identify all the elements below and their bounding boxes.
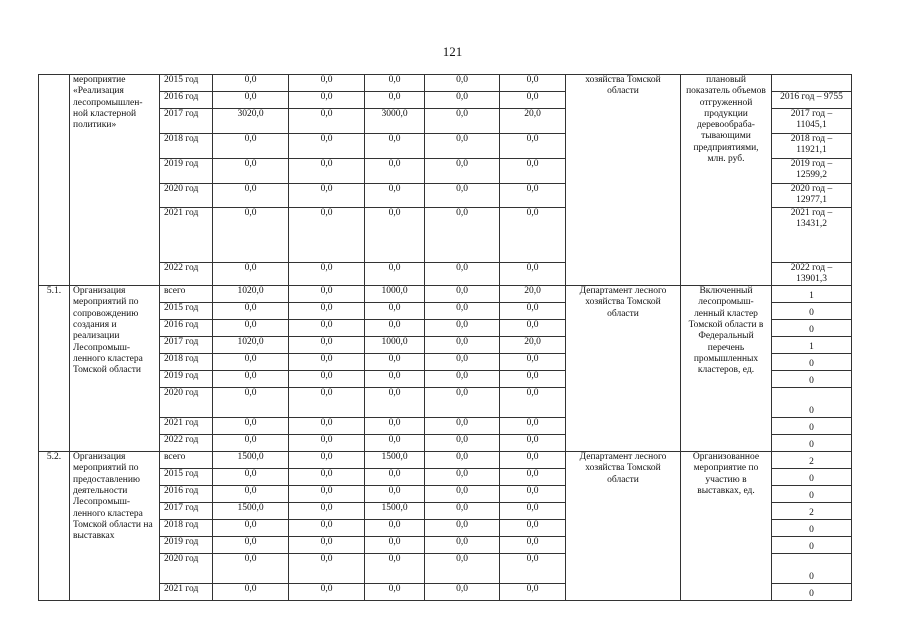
value-regional: 1000,0	[365, 337, 425, 354]
value-other: 0,0	[500, 503, 566, 520]
value-other: 0,0	[500, 354, 566, 371]
indicator-value: 2021 год – 13431,2	[772, 207, 852, 262]
value-total: 0,0	[213, 184, 289, 208]
value-local: 0,0	[425, 418, 500, 435]
value-local: 0,0	[425, 337, 500, 354]
value-local: 0,0	[425, 303, 500, 320]
value-federal: 0,0	[289, 134, 365, 159]
year-cell: 2021 год	[160, 584, 213, 601]
indicator-value: 0	[772, 537, 852, 554]
year-cell: 2017 год	[160, 337, 213, 354]
value-regional: 0,0	[365, 469, 425, 486]
indicator-value: 2022 год – 13901,3	[772, 262, 852, 286]
value-regional: 0,0	[365, 435, 425, 452]
indicator-value: 0	[772, 371, 852, 388]
value-federal: 0,0	[289, 75, 365, 92]
indicator-value: 2	[772, 452, 852, 469]
value-other: 0,0	[500, 262, 566, 286]
value-other: 0,0	[500, 452, 566, 469]
value-other: 0,0	[500, 388, 566, 418]
value-federal: 0,0	[289, 503, 365, 520]
value-total: 0,0	[213, 469, 289, 486]
value-federal: 0,0	[289, 418, 365, 435]
value-federal: 0,0	[289, 388, 365, 418]
value-other: 0,0	[500, 92, 566, 109]
indicator-value: 0	[772, 554, 852, 584]
value-federal: 0,0	[289, 303, 365, 320]
value-federal: 0,0	[289, 92, 365, 109]
value-regional: 0,0	[365, 388, 425, 418]
value-total: 0,0	[213, 435, 289, 452]
value-federal: 0,0	[289, 207, 365, 262]
program-table	[38, 74, 852, 601]
value-other: 20,0	[500, 286, 566, 303]
year-cell: 2021 год	[160, 418, 213, 435]
value-total: 1020,0	[213, 286, 289, 303]
value-total: 0,0	[213, 537, 289, 554]
value-local: 0,0	[425, 452, 500, 469]
year-cell: 2017 год	[160, 109, 213, 134]
year-cell: 2019 год	[160, 159, 213, 184]
value-total: 0,0	[213, 554, 289, 584]
value-total: 0,0	[213, 207, 289, 262]
value-other: 0,0	[500, 320, 566, 337]
value-federal: 0,0	[289, 554, 365, 584]
value-total: 0,0	[213, 418, 289, 435]
value-other: 0,0	[500, 159, 566, 184]
value-local: 0,0	[425, 286, 500, 303]
value-regional: 0,0	[365, 371, 425, 388]
value-other: 0,0	[500, 75, 566, 92]
table-body	[39, 75, 852, 601]
year-cell: 2022 год	[160, 262, 213, 286]
year-cell: 2016 год	[160, 92, 213, 109]
row-number	[39, 75, 70, 286]
value-other: 0,0	[500, 134, 566, 159]
value-other: 0,0	[500, 418, 566, 435]
value-local: 0,0	[425, 554, 500, 584]
year-cell: 2022 год	[160, 435, 213, 452]
value-total: 0,0	[213, 584, 289, 601]
row-number: 5.2.	[39, 452, 70, 601]
executor: Департамент лесного хозяйства Томской области	[566, 286, 681, 452]
indicator-name: Включенный лесопромыш-ленный кластер Томской области в Федеральный перечень промышленных кластеров, ед.	[681, 286, 772, 452]
activity-name: Организация мероприятий по сопровождению создания и реализации Лесопромыш-ленного кластера Томской области	[70, 286, 160, 452]
value-local: 0,0	[425, 537, 500, 554]
indicator-value: 1	[772, 286, 852, 303]
year-cell: 2018 год	[160, 520, 213, 537]
value-federal: 0,0	[289, 337, 365, 354]
indicator-value: 2018 год – 11921,1	[772, 134, 852, 159]
value-regional: 0,0	[365, 207, 425, 262]
value-other: 0,0	[500, 520, 566, 537]
value-federal: 0,0	[289, 320, 365, 337]
value-total: 0,0	[213, 388, 289, 418]
value-regional: 0,0	[365, 303, 425, 320]
indicator-value: 0	[772, 354, 852, 371]
year-cell: всего	[160, 452, 213, 469]
indicator-value	[772, 75, 852, 92]
activity-name: мероприятие «Реализация лесопромышлен-ной кластерной политики»	[70, 75, 160, 286]
indicator-value: 0	[772, 388, 852, 418]
value-total: 1020,0	[213, 337, 289, 354]
value-regional: 0,0	[365, 134, 425, 159]
year-cell: 2018 год	[160, 354, 213, 371]
year-cell: 2015 год	[160, 469, 213, 486]
value-federal: 0,0	[289, 184, 365, 208]
executor: Департамент лесного хозяйства Томской области	[566, 452, 681, 601]
value-local: 0,0	[425, 109, 500, 134]
value-federal: 0,0	[289, 371, 365, 388]
year-cell: 2021 год	[160, 207, 213, 262]
value-total: 0,0	[213, 354, 289, 371]
row-number: 5.1.	[39, 286, 70, 452]
value-local: 0,0	[425, 354, 500, 371]
value-regional: 0,0	[365, 554, 425, 584]
year-cell: 2018 год	[160, 134, 213, 159]
value-local: 0,0	[425, 584, 500, 601]
indicator-value: 2017 год – 11045,1	[772, 109, 852, 134]
value-regional: 0,0	[365, 262, 425, 286]
value-regional: 0,0	[365, 584, 425, 601]
value-local: 0,0	[425, 503, 500, 520]
year-cell: 2020 год	[160, 184, 213, 208]
value-regional: 0,0	[365, 92, 425, 109]
value-regional: 0,0	[365, 75, 425, 92]
value-regional: 0,0	[365, 520, 425, 537]
value-federal: 0,0	[289, 584, 365, 601]
indicator-value: 0	[772, 320, 852, 337]
indicator-value: 2020 год – 12977,1	[772, 184, 852, 208]
year-cell: 2020 год	[160, 388, 213, 418]
value-total: 1500,0	[213, 452, 289, 469]
value-federal: 0,0	[289, 452, 365, 469]
indicator-value: 0	[772, 418, 852, 435]
year-cell: 2020 год	[160, 554, 213, 584]
value-total: 0,0	[213, 92, 289, 109]
value-other: 0,0	[500, 371, 566, 388]
value-local: 0,0	[425, 92, 500, 109]
value-local: 0,0	[425, 75, 500, 92]
value-local: 0,0	[425, 184, 500, 208]
value-other: 0,0	[500, 435, 566, 452]
indicator-value: 0	[772, 469, 852, 486]
indicator-value: 1	[772, 337, 852, 354]
value-other: 0,0	[500, 184, 566, 208]
value-total: 0,0	[213, 303, 289, 320]
value-regional: 0,0	[365, 486, 425, 503]
value-other: 0,0	[500, 486, 566, 503]
value-total: 3020,0	[213, 109, 289, 134]
indicator-value: 2	[772, 503, 852, 520]
value-federal: 0,0	[289, 435, 365, 452]
value-federal: 0,0	[289, 486, 365, 503]
value-local: 0,0	[425, 134, 500, 159]
value-other: 0,0	[500, 303, 566, 320]
indicator-name: плановый показатель объемов отгруженной продукции деревообраба-тывающими предприятиями, млн. руб.	[681, 75, 772, 286]
year-cell: 2015 год	[160, 303, 213, 320]
value-regional: 3000,0	[365, 109, 425, 134]
value-federal: 0,0	[289, 109, 365, 134]
indicator-value: 2016 год – 9755	[772, 92, 852, 109]
value-local: 0,0	[425, 320, 500, 337]
value-other: 0,0	[500, 537, 566, 554]
year-cell: 2019 год	[160, 371, 213, 388]
value-regional: 0,0	[365, 320, 425, 337]
value-total: 0,0	[213, 520, 289, 537]
value-regional: 0,0	[365, 537, 425, 554]
value-total: 1500,0	[213, 503, 289, 520]
value-local: 0,0	[425, 262, 500, 286]
indicator-value: 0	[772, 486, 852, 503]
indicator-value: 0	[772, 303, 852, 320]
indicator-value: 0	[772, 584, 852, 601]
table-row	[39, 452, 852, 469]
value-federal: 0,0	[289, 262, 365, 286]
value-total: 0,0	[213, 371, 289, 388]
value-local: 0,0	[425, 371, 500, 388]
value-federal: 0,0	[289, 286, 365, 303]
year-cell: всего	[160, 286, 213, 303]
value-total: 0,0	[213, 159, 289, 184]
value-regional: 1500,0	[365, 452, 425, 469]
year-cell: 2016 год	[160, 486, 213, 503]
value-regional: 0,0	[365, 354, 425, 371]
value-federal: 0,0	[289, 469, 365, 486]
activity-name: Организация мероприятий по предоставлению деятельности Лесопромыш-ленного кластера Томской области на выставках	[70, 452, 160, 601]
indicator-value: 2019 год – 12599,2	[772, 159, 852, 184]
year-cell: 2016 год	[160, 320, 213, 337]
value-regional: 0,0	[365, 159, 425, 184]
table-row	[39, 75, 852, 92]
value-local: 0,0	[425, 435, 500, 452]
value-local: 0,0	[425, 469, 500, 486]
table-row	[39, 286, 852, 303]
year-cell: 2017 год	[160, 503, 213, 520]
page-number: 121	[442, 44, 463, 59]
value-local: 0,0	[425, 388, 500, 418]
value-regional: 0,0	[365, 184, 425, 208]
value-other: 20,0	[500, 109, 566, 134]
value-other: 0,0	[500, 584, 566, 601]
executor: хозяйства Томской области	[566, 75, 681, 286]
value-regional: 1000,0	[365, 286, 425, 303]
indicator-value: 0	[772, 435, 852, 452]
indicator-value: 0	[772, 520, 852, 537]
year-cell: 2019 год	[160, 537, 213, 554]
value-federal: 0,0	[289, 537, 365, 554]
value-other: 0,0	[500, 554, 566, 584]
value-other: 0,0	[500, 469, 566, 486]
value-local: 0,0	[425, 159, 500, 184]
value-other: 20,0	[500, 337, 566, 354]
value-federal: 0,0	[289, 354, 365, 371]
value-federal: 0,0	[289, 520, 365, 537]
value-local: 0,0	[425, 520, 500, 537]
value-regional: 1500,0	[365, 503, 425, 520]
indicator-name: Организованное мероприятие по участию в выставках, ед.	[681, 452, 772, 601]
value-total: 0,0	[213, 262, 289, 286]
value-local: 0,0	[425, 207, 500, 262]
value-total: 0,0	[213, 320, 289, 337]
value-total: 0,0	[213, 75, 289, 92]
value-regional: 0,0	[365, 418, 425, 435]
value-local: 0,0	[425, 486, 500, 503]
value-total: 0,0	[213, 134, 289, 159]
value-other: 0,0	[500, 207, 566, 262]
value-federal: 0,0	[289, 159, 365, 184]
year-cell: 2015 год	[160, 75, 213, 92]
value-total: 0,0	[213, 486, 289, 503]
